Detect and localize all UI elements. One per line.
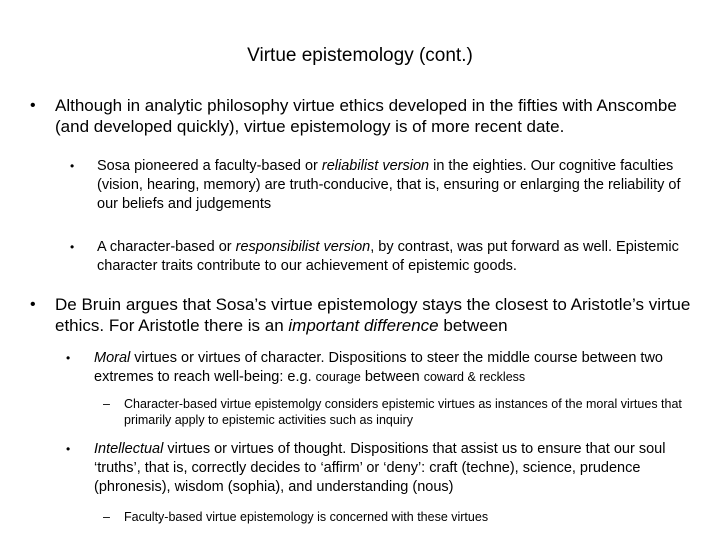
emphasis-intellectual: Intellectual bbox=[94, 441, 164, 457]
bullet-marker: • bbox=[66, 442, 71, 456]
bullet-item-intellectual-virtues bbox=[66, 440, 700, 497]
bullet-text: Faculty-based virtue epistemology is concerned with these virtues bbox=[124, 510, 489, 524]
bullet-item-moral-virtues bbox=[66, 349, 700, 387]
bullet-item-sosa-reliabilist bbox=[70, 157, 695, 214]
emphasis-responsibilist-version: responsibilist version bbox=[235, 239, 371, 255]
bullet-item-de-bruin bbox=[30, 294, 700, 336]
bullet-text: Intellectual virtues or virtues of thought. Dispositions that assist us to ensure that our soul ‘truths’, that is, correctly decides to ‘affirm’ or ‘deny’: craft (techne), science, prudence (phronesis), wisdom (sophia), and understanding (nous) bbox=[94, 441, 666, 495]
bullet-text: De Bruin argues that Sosa’s virtue epistemology stays the closest to Aristotle’s virtue ethics. For Aristotle there is an important difference between bbox=[55, 295, 691, 335]
bullet-marker: • bbox=[30, 97, 36, 114]
bullet-marker: – bbox=[103, 397, 110, 411]
bullet-item-character-based-epistemology bbox=[103, 396, 700, 428]
bullet-marker: • bbox=[30, 296, 36, 313]
bullet-marker: • bbox=[70, 240, 75, 254]
example-courage: courage bbox=[315, 370, 361, 384]
bullet-text: Character-based virtue epistemolgy considers epistemic virtues as instances of the moral virtues that primarily apply to epistemic activities such as inquiry bbox=[124, 397, 682, 427]
bullet-text: Although in analytic philosophy virtue ethics developed in the fifties with Anscombe (and developed quickly), virtue epistemology is of more recent date. bbox=[55, 96, 677, 136]
bullet-marker: • bbox=[66, 351, 71, 365]
emphasis-moral: Moral bbox=[94, 350, 131, 366]
bullet-text: Moral virtues or virtues of character. Dispositions to steer the middle course between two extremes to reach well-being: e.g. courage between coward & reckless bbox=[94, 350, 663, 385]
bullet-marker: • bbox=[70, 159, 75, 173]
example-coward-reckless: coward & reckless bbox=[423, 370, 526, 384]
bullet-item-analytic-philosophy bbox=[30, 95, 700, 137]
bullet-text: A character-based or responsibilist version, by contrast, was put forward as well. Epistemic character traits contribute to our achievement of epistemic goods. bbox=[97, 239, 679, 274]
bullet-text: Sosa pioneered a faculty-based or reliabilist version in the eighties. Our cognitive faculties (vision, hearing, memory) are truth-conducive, that is, ensuring or enlarging the reliability of our beliefs and judgements bbox=[97, 158, 681, 212]
emphasis-reliabilist-version: reliabilist version bbox=[321, 158, 430, 174]
bullet-item-faculty-based-epistemology bbox=[103, 509, 700, 525]
slide-title: Virtue epistemology (cont.) bbox=[247, 45, 473, 66]
emphasis-important-difference: important difference bbox=[288, 316, 439, 335]
bullet-marker: – bbox=[103, 510, 110, 524]
bullet-item-character-based bbox=[70, 238, 695, 276]
